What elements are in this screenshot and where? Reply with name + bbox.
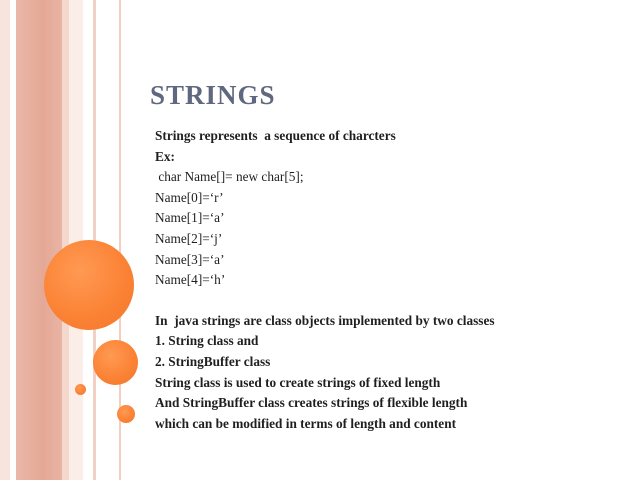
paragraph-gap (155, 291, 625, 311)
decor-stripe (62, 0, 69, 480)
decor-circle-small (75, 384, 86, 395)
slide-title: STRINGS (150, 80, 276, 110)
body-line: In java strings are class objects implemented by two classes (155, 312, 495, 328)
decor-circle-medium (93, 340, 138, 385)
decor-stripe (0, 0, 10, 480)
body-line: Name[0]=‘r’ (155, 189, 224, 205)
slide-body (155, 126, 625, 434)
decor-circle-large (44, 240, 134, 330)
decor-stripe (16, 0, 62, 480)
body-line: Name[1]=‘a’ (155, 210, 225, 226)
body-line: Ex: (155, 148, 175, 164)
body-line: which can be modified in terms of length and content (155, 415, 457, 431)
body-line: And StringBuffer class creates strings of flexible length (155, 395, 468, 411)
body-line: 2. StringBuffer class (155, 353, 271, 369)
body-line: Strings represents a sequence of charcters (155, 128, 396, 143)
body-line: Name[2]=‘j’ (155, 230, 223, 246)
body-line: Name[3]=‘a’ (155, 251, 225, 267)
body-line: Name[4]=‘h’ (155, 272, 226, 288)
body-line: 1. String class and (155, 333, 259, 349)
body-line: char Name[]= new char[5]; (155, 169, 304, 185)
body-line: String class is used to create strings of fixed length (155, 374, 441, 390)
decor-circle-small (117, 405, 135, 423)
